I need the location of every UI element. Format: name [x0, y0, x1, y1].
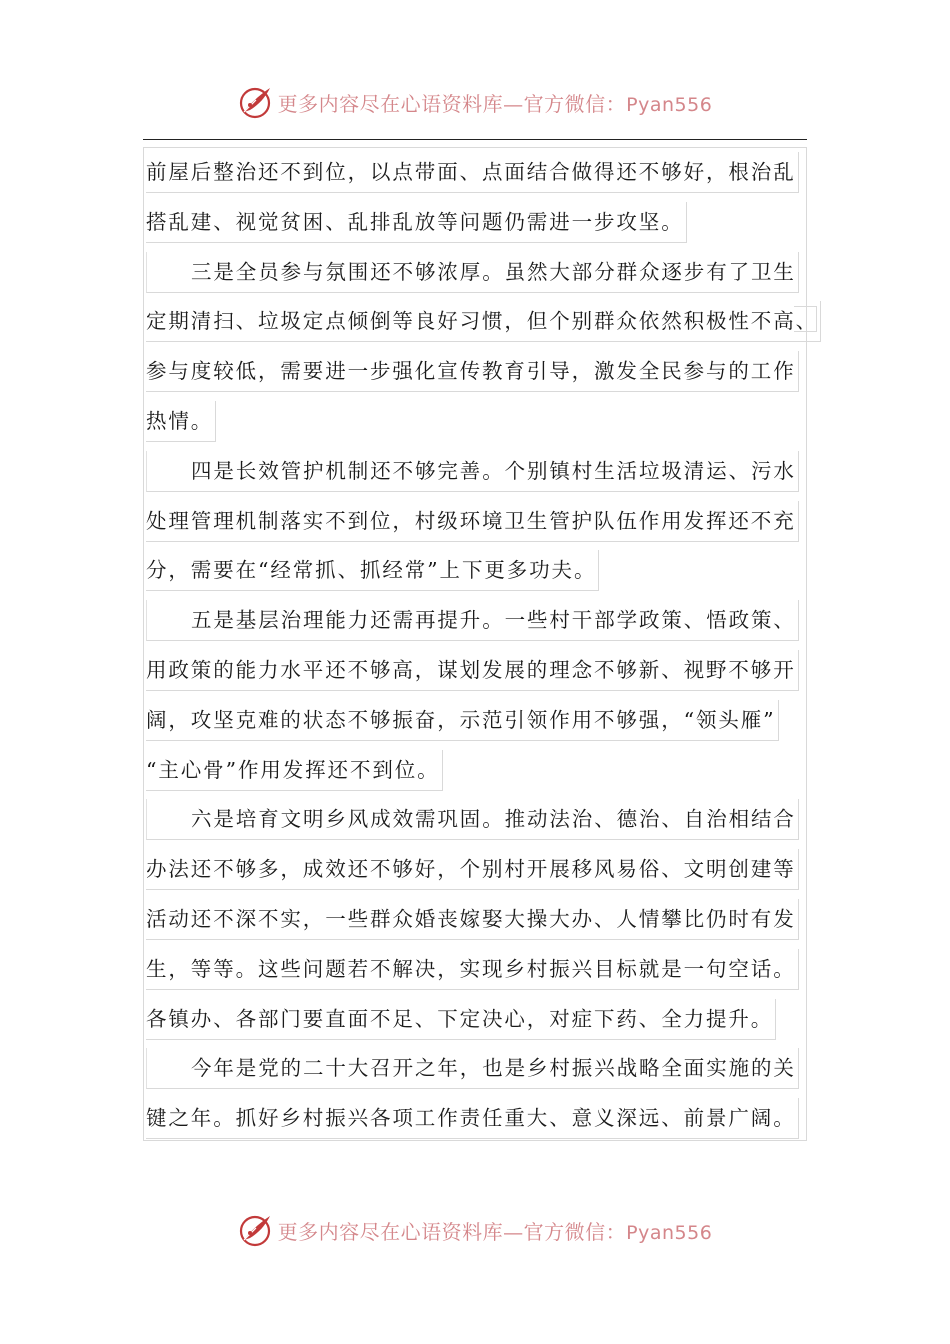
paragraph-start-line: [146, 797, 794, 847]
text-line: [146, 897, 794, 947]
footer-banner-cn: 更多内容尽在心语资料库—官方微信：: [277, 1219, 627, 1244]
text-line: [146, 947, 794, 997]
text-line: [146, 847, 794, 897]
text-line: [146, 499, 794, 549]
text-line: [146, 1096, 794, 1146]
text-line: [146, 698, 794, 748]
text-line: [146, 200, 794, 250]
header-banner-text: [278, 88, 713, 117]
text-line: [146, 349, 794, 399]
text-line-content: 今年是党的二十大召开之年，也是乡村振兴战略全面实施的关: [146, 1048, 799, 1089]
text-line-content: 四是长效管护机制还不够完善。个别镇村生活垃圾清运、污水: [146, 451, 799, 492]
paragraph-start-line: [146, 1046, 794, 1096]
header-rule: [143, 139, 807, 140]
text-line: [146, 150, 794, 200]
text-line-content: 搭乱建、视觉贫困、乱排乱放等问题仍需进一步攻坚。: [146, 202, 687, 243]
text-line-content: 键之年。抓好乡村振兴各项工作责任重大、意义深远、前景广阔。: [146, 1098, 799, 1139]
text-line-content: 定期清扫、垃圾定点倾倒等良好习惯，但个别群众依然积极性不高、: [146, 301, 821, 342]
text-line-content: 分，需要在“经常抓、抓经常”上下更多功夫。: [146, 550, 599, 591]
text-line-content: 三是全员参与氛围还不够浓厚。虽然大部分群众逐步有了卫生: [146, 252, 799, 293]
header-banner-cn: 更多内容尽在心语资料库—官方微信：: [277, 91, 627, 116]
text-line-content: 参与度较低，需要进一步强化宣传教育引导，激发全民参与的工作: [146, 351, 799, 392]
text-line-content: 生，等等。这些问题若不解决，实现乡村振兴目标就是一句空话。: [146, 949, 799, 990]
text-line: [146, 997, 794, 1047]
text-line-content: 活动还不深不实，一些群众婚丧嫁娶大操大办、人情攀比仍时有发: [146, 899, 799, 940]
quill-logo-icon: [238, 84, 274, 120]
text-line-content: 办法还不够多，成效还不够好，个别村开展移风易俗、文明创建等: [146, 849, 799, 890]
header-banner: [0, 80, 950, 124]
text-line-content: 各镇办、各部门要直面不足、下定决心，对症下药、全力提升。: [146, 999, 776, 1040]
footer-banner-wechat-id: Pyan556: [626, 1221, 713, 1244]
document-body: [146, 150, 818, 1146]
paragraph-start-line: [146, 598, 794, 648]
text-line-content: 热情。: [146, 401, 216, 442]
text-line: [146, 399, 794, 449]
footer-banner-text: [278, 1216, 713, 1245]
header-banner-wechat-id: Pyan556: [626, 93, 713, 116]
paragraph-start-line: [146, 449, 794, 499]
paragraph-start-line: [146, 250, 794, 300]
text-line: [146, 548, 794, 598]
text-line: [146, 299, 818, 349]
text-line-content: “主心骨”作用发挥还不到位。: [146, 750, 443, 791]
text-line-content: 五是基层治理能力还需再提升。一些村干部学政策、悟政策、: [146, 600, 799, 641]
text-line-content: 处理管理机制落实不到位，村级环境卫生管护队伍作用发挥还不充: [146, 501, 799, 542]
text-line: [146, 648, 794, 698]
text-line: [146, 748, 794, 798]
text-line-content: 阔，攻坚克难的状态不够振奋，示范引领作用不够强，“领头雁”: [146, 700, 779, 741]
text-line-content: 六是培育文明乡风成效需巩固。推动法治、德治、自治相结合: [146, 799, 799, 840]
text-line-content: 前屋后整治还不到位，以点带面、点面结合做得还不够好，根治乱: [146, 152, 799, 193]
text-line-content: 用政策的能力水平还不够高，谋划发展的理念不够新、视野不够开: [146, 650, 799, 691]
quill-logo-icon: [238, 1212, 274, 1248]
footer-banner: [0, 1208, 950, 1252]
